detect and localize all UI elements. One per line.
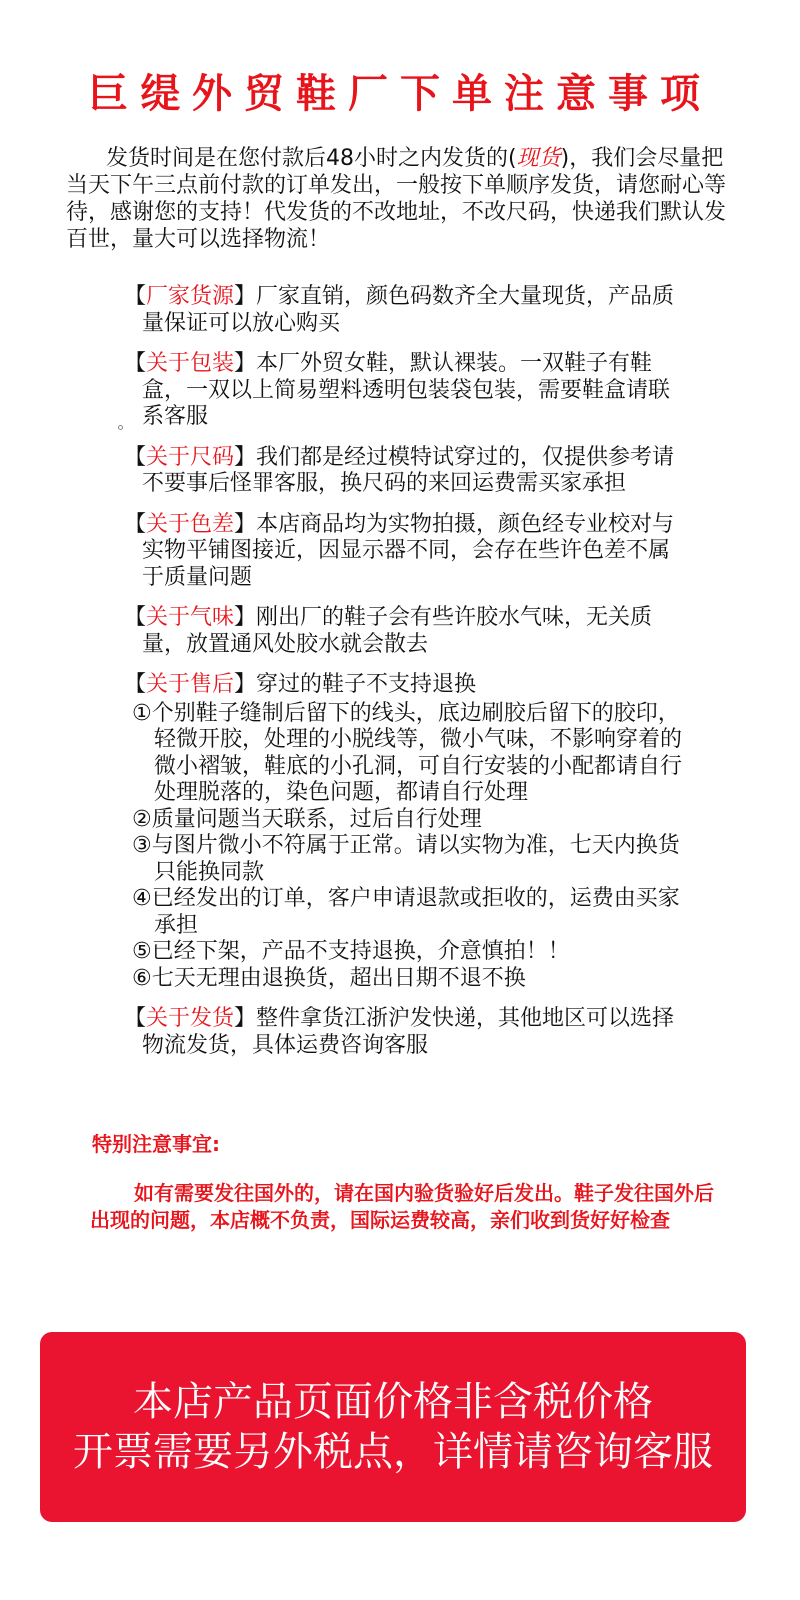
intro-text-after: )，我们会尽量把当天下午三点前付款的订单发出，一般按下单顺序发货，请您耐心等待，感谢您的支持！代发货的不改地址，不改尺码，快递我们默认发百世，量大可以选择物流！ (66, 146, 727, 252)
special-notice-body: 如有需要发往国外的，请在国内验货验好后发出。鞋子发往国外后出现的问题，本店概不负责，国际运费较高，亲们收到货好好检查 (90, 1181, 714, 1232)
notice-sections (124, 284, 684, 1073)
page-title: 巨缇外贸鞋厂下单注意事项 (88, 70, 712, 117)
intro-highlight: 现货 (516, 146, 561, 171)
section-tag: 关于色差 (146, 511, 235, 537)
after-sales-list (132, 701, 684, 993)
list-item: ③与图片微小不符属于正常。请以实物为准，七天内换货只能换同款 (132, 833, 680, 885)
stray-dot (118, 425, 123, 430)
special-notice-title: 特别注意事宜: (92, 1132, 220, 1156)
section-text: 整件拿货江浙沪发快递，其他地区可以选择物流发货，具体运费咨询客服 (142, 1006, 675, 1058)
section-tag: 厂家货源 (146, 284, 235, 309)
banner-line-1: 本店产品页面价格非含税价格 (133, 1379, 653, 1425)
section-tag: 关于包装 (146, 351, 235, 376)
section-tag: 关于气味 (146, 605, 235, 630)
section-tag: 关于尺码 (146, 444, 235, 470)
section-text: 厂家直销，颜色码数齐全大量现货，产品质量保证可以放心购买 (142, 284, 675, 336)
section-color: 【关于色差】本店商品均为实物拍摄，颜色经专业校对与实物平铺图接近，因显示器不同，会存在些许色差不属于质量问题 (124, 511, 675, 590)
section-text: 本店商品均为实物拍摄，颜色经专业校对与实物平铺图接近，因显示器不同，会存在些许色差不属于质量问题 (142, 511, 675, 590)
section-after-sales: 【关于售后】穿过的鞋子不支持退换 ①个别鞋子缝制后留下的线头，底边刷胶后留下的胶印，轻微开胶，处理的小脱线等，微小气味，不影响穿着的微小褶皱，鞋底的小孔洞，可自行安装的小配都请自行处理脱落的，染色问题，都请自行处理 ②质量问题当天联系，过后自行处理 ③与图片微小不符属于正常。请以实物为准，七天内换货只能换同款 ④已经发出的订单，客户申请退款或拒收的，运费由买家承担 ⑤已经下架，产品不支持退换，介意慎拍！！ ⑥七天无理由退换货，超出日期不退不换 (124, 672, 683, 991)
intro-text-before: 发货时间是在您付款后48小时之内发货的( (106, 146, 517, 171)
list-item: ⑤已经下架，产品不支持退换，介意慎拍！！ (132, 939, 570, 964)
section-text: 我们都是经过模特试穿过的，仅提供参考请不要事后怪罪客服，换尺码的来回运费需买家承担 (142, 444, 675, 496)
list-item: ④已经发出的订单，客户申请退款或拒收的，运费由买家承担 (132, 886, 680, 938)
section-text: 本厂外贸女鞋，默认裸装。一双鞋子有鞋盒，一双以上简易塑料透明包装袋包装，需要鞋盒请联系客服 (142, 351, 671, 429)
section-text: 刚出厂的鞋子会有些许胶水气味，无关质量，放置通风处胶水就会散去 (142, 605, 653, 657)
section-packaging: 【关于包装】本厂外贸女鞋，默认裸装。一双鞋子有鞋盒，一双以上简易塑料透明包装袋包装，需要鞋盒请联系客服 (124, 351, 671, 429)
list-item: ②质量问题当天联系，过后自行处理 (132, 806, 482, 832)
section-shipping: 【关于发货】整件拿货江浙沪发快递，其他地区可以选择物流发货，具体运费咨询客服 (124, 1006, 675, 1058)
section-odor: 【关于气味】刚出厂的鞋子会有些许胶水气味，无关质量，放置通风处胶水就会散去 (124, 605, 653, 657)
section-tag: 关于售后 (146, 672, 235, 697)
section-tag: 关于发货 (146, 1006, 235, 1031)
intro-paragraph (66, 145, 730, 253)
list-item: ①个别鞋子缝制后留下的线头，底边刷胶后留下的胶印，轻微开胶，处理的小脱线等，微小气味，不影响穿着的微小褶皱，鞋底的小孔洞，可自行安装的小配都请自行处理脱落的，染色问题，都请自行处理 (132, 700, 683, 805)
banner-line-2: 开票需要另外税点，详情请咨询客服 (73, 1429, 713, 1475)
section-source: 【厂家货源】厂家直销，颜色码数齐全大量现货，产品质量保证可以放心购买 (124, 284, 675, 336)
section-text: 穿过的鞋子不支持退换 (256, 672, 477, 697)
tax-notice-banner (40, 1332, 746, 1522)
list-item: ⑥七天无理由退换货，超出日期不退不换 (132, 965, 526, 991)
section-size: 【关于尺码】我们都是经过模特试穿过的，仅提供参考请不要事后怪罪客服，换尺码的来回运费需买家承担 (124, 444, 675, 496)
